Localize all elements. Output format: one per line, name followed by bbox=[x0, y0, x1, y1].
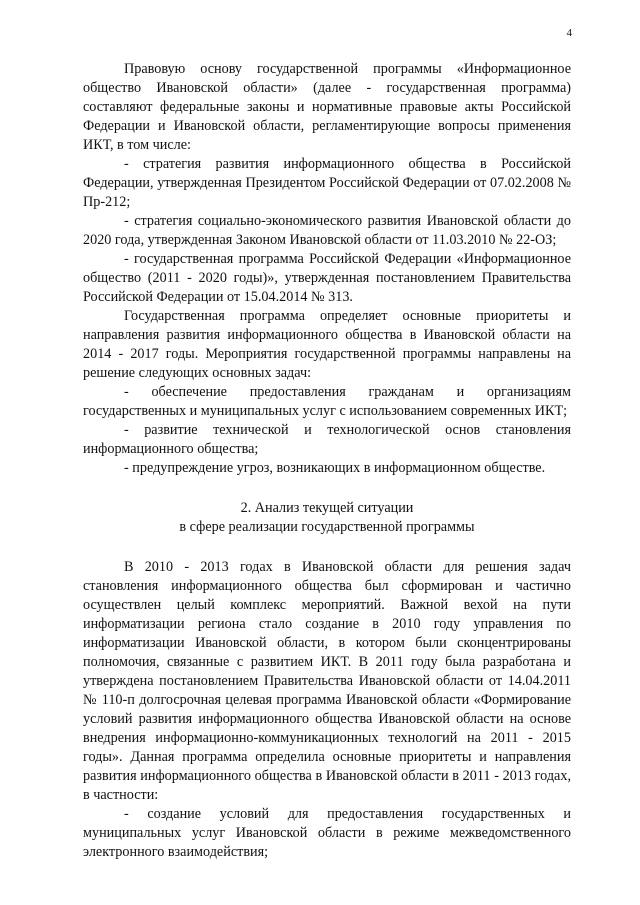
document-body bbox=[83, 60, 571, 862]
list-item: - создание условий для предоставления государственных и муниципальных услуг Ивановской области в режиме межведомственного электронного взаимодействия; bbox=[83, 806, 571, 860]
section-heading-line: в сфере реализации государственной программы bbox=[179, 519, 475, 535]
list-item: - обеспечение предоставления гражданам и организациям государственных и муниципальных услуг с использованием современных ИКТ; bbox=[83, 384, 571, 419]
section-heading-line: 2. Анализ текущей ситуации bbox=[240, 500, 414, 516]
list-item: - предупреждение угроз, возникающих в информационном обществе. bbox=[124, 460, 546, 476]
list-item: - государственная программа Российской Федерации «Информационное общество (2011 - 2020 годы)», утвержденная постановлением Правительства Российской Федерации от 15.04.2014 № 313. bbox=[83, 251, 571, 305]
list-item: - стратегия развития информационного общества в Российской Федерации, утвержденная Президентом Российской Федерации от 07.02.2008 № Пр-212; bbox=[83, 156, 571, 210]
paragraph: Правовую основу государственной программы «Информационное общество Ивановской области» (далее - государственная программа) составляют федеральные законы и нормативные правовые акты Российской Федерации и Ивановской области, регламентирующие вопросы применения ИКТ, в том числе: bbox=[83, 61, 571, 153]
section-heading bbox=[83, 499, 571, 537]
page-number: 4 bbox=[566, 27, 572, 39]
list-item: - развитие технической и технологической основ становления информационного общества; bbox=[83, 422, 571, 457]
paragraph: В 2010 - 2013 годах в Ивановской области для решения задач становления информационного общества был сформирован и частично осуществлен целый комплекс мероприятий. Важной вехой на пути информатизации региона стало создание в 2010 году управления по информатизации Ивановской области, в котором были сконцентрированы полномочия, связанные с развитием ИКТ. В 2011 году была разработана и утверждена постановлением Правительства Ивановской области от 14.04.2011 № 110-п долгосрочная целевая программа Ивановской области «Формирование условий развития информационного общества Ивановской области на основе внедрения информационно-коммуникационных технологий на 2011 - 2015 годы». Данная программа определила основные приоритеты и направления развития информационного общества в Ивановской области в 2011 - 2013 годах, в частности: bbox=[83, 559, 571, 803]
paragraph: Государственная программа определяет основные приоритеты и направления развития информационного общества в Ивановской области на 2014 - 2017 годы. Мероприятия государственной программы направлены на решение следующих основных задач: bbox=[83, 308, 571, 381]
list-item: - стратегия социально-экономического развития Ивановской области до 2020 года, утвержденная Законом Ивановской области от 11.03.2010 № 22-ОЗ; bbox=[83, 213, 571, 248]
